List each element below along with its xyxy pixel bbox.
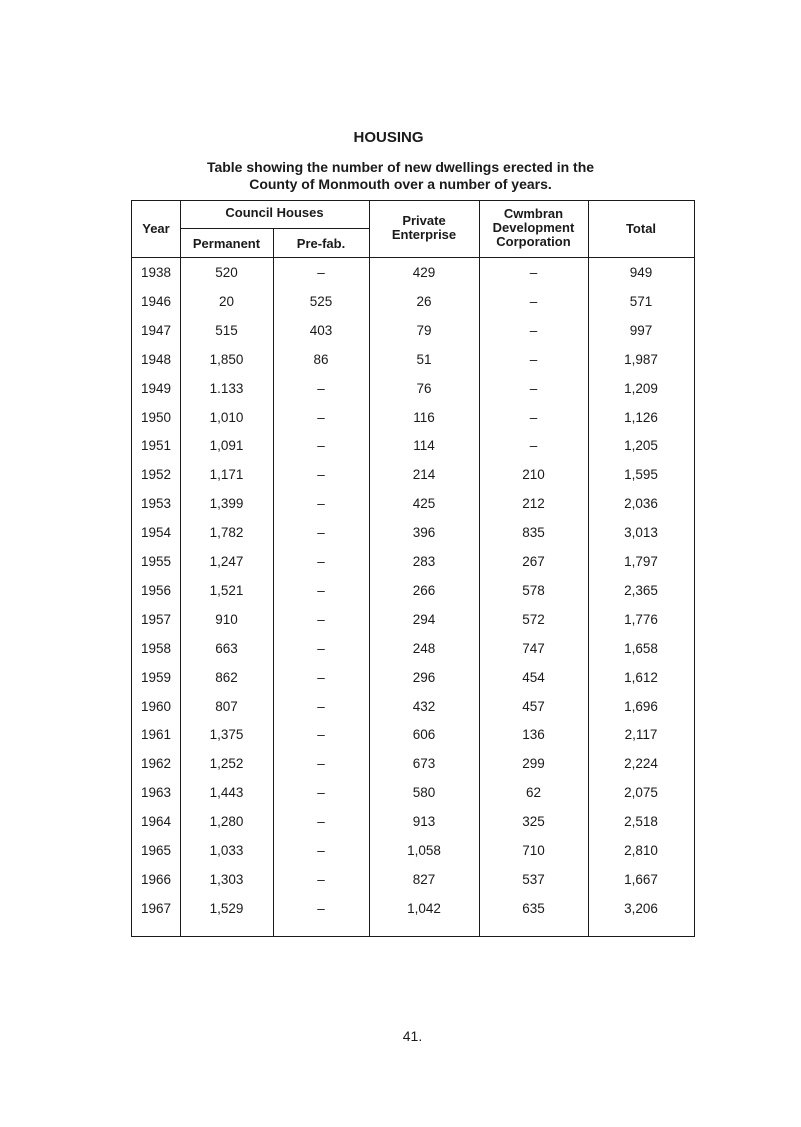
cell-prefab: –: [317, 611, 325, 627]
header-permanent: Permanent: [192, 236, 261, 251]
cell-cwmbran: 62: [525, 785, 542, 801]
cell-private-enterprise: 26: [416, 293, 432, 309]
cell-total: 3,013: [624, 525, 658, 541]
cell-prefab: 86: [313, 351, 329, 367]
cell-total: 1,209: [624, 380, 658, 396]
cell-prefab: –: [317, 900, 325, 916]
header-cwmbran: [479, 207, 588, 249]
cell-permanent: 1,171: [209, 467, 244, 483]
cell-permanent: 1,375: [209, 727, 244, 743]
cell-prefab: –: [317, 669, 325, 685]
cell-cwmbran: 325: [522, 814, 545, 830]
cell-private-enterprise: 294: [412, 611, 436, 627]
cell-total: 3,206: [624, 900, 658, 916]
cell-total: 1,612: [624, 669, 658, 685]
cell-total: 2,518: [624, 814, 658, 830]
page-number: 41.: [402, 1028, 423, 1044]
cell-permanent: 1,303: [209, 871, 244, 887]
cell-cwmbran: 747: [522, 640, 545, 656]
cell-year: 1946: [140, 293, 172, 309]
cell-year: 1938: [140, 265, 172, 280]
table-row: [132, 288, 696, 316]
caption-line-2: County of Monmouth over a number of years.: [249, 176, 552, 192]
cell-prefab: –: [317, 582, 325, 598]
cell-cwmbran: 537: [522, 871, 545, 887]
cell-permanent: 1,782: [209, 525, 244, 541]
table-row: [132, 837, 696, 865]
cell-year: 1953: [140, 496, 172, 512]
cell-permanent: 520: [215, 265, 238, 280]
cell-cwmbran: 710: [522, 843, 545, 858]
cell-cwmbran: 454: [522, 669, 545, 685]
cell-total: 949: [629, 265, 653, 280]
cell-year: 1952: [140, 467, 172, 483]
table-row: [132, 577, 696, 605]
header-bottom-line: [132, 257, 694, 258]
table-row: [132, 779, 696, 807]
table-row: [132, 432, 696, 460]
cell-prefab: –: [317, 727, 325, 743]
cell-prefab: –: [317, 380, 325, 396]
cell-year: 1964: [140, 814, 172, 830]
cell-private-enterprise: 913: [412, 814, 436, 830]
cell-prefab: –: [317, 525, 325, 541]
cell-total: 1,667: [624, 871, 658, 887]
header-private-enterprise: [369, 214, 479, 242]
table-row: [132, 317, 696, 345]
cell-cwmbran: –: [529, 438, 538, 454]
cell-total: 2,075: [624, 785, 658, 801]
table-row: [132, 490, 696, 518]
cell-total: 2,810: [624, 843, 658, 858]
cell-year: 1961: [140, 727, 172, 743]
cell-cwmbran: 835: [522, 525, 545, 541]
cell-total: 2,117: [624, 727, 658, 743]
cell-cwmbran: –: [529, 322, 538, 338]
cell-cwmbran: –: [529, 380, 538, 396]
cell-private-enterprise: 51: [416, 351, 432, 367]
cell-cwmbran: 267: [522, 554, 545, 569]
cell-permanent: 862: [215, 669, 238, 685]
cell-year: 1963: [140, 785, 172, 801]
cell-prefab: –: [317, 265, 325, 280]
cell-total: 1,776: [624, 611, 658, 627]
cell-year: 1955: [140, 554, 172, 569]
cell-permanent: 1,399: [209, 496, 244, 512]
cell-private-enterprise: 283: [412, 554, 436, 569]
cell-total: 1,205: [624, 438, 658, 454]
cell-year: 1957: [140, 611, 172, 627]
cell-total: 2,036: [624, 496, 658, 512]
cell-private-enterprise: 606: [412, 727, 436, 743]
header-private-line: Private: [402, 213, 446, 228]
table-row: [132, 664, 696, 692]
cell-permanent: 1,850: [209, 351, 244, 367]
housing-table: [131, 200, 695, 937]
cell-cwmbran: 299: [522, 756, 545, 772]
table-row: [132, 808, 696, 836]
cell-private-enterprise: 248: [412, 640, 436, 656]
cell-prefab: –: [317, 698, 325, 714]
cell-permanent: 910: [215, 611, 238, 627]
cell-private-enterprise: 1,058: [407, 843, 441, 858]
cell-prefab: 403: [309, 322, 333, 338]
cell-prefab: 525: [309, 293, 333, 309]
cell-private-enterprise: 114: [413, 438, 435, 454]
table-row: [132, 259, 696, 287]
cell-permanent: 1,252: [209, 756, 244, 772]
cell-private-enterprise: 580: [412, 785, 436, 801]
cell-year: 1967: [140, 900, 172, 916]
cell-total: 1,797: [624, 554, 658, 569]
header-council-houses: Council Houses: [225, 205, 324, 220]
cell-private-enterprise: 79: [416, 322, 432, 338]
header-year: Year: [142, 221, 170, 236]
header-subdivider: [180, 228, 369, 229]
header-prefab: Pre-fab.: [296, 236, 346, 251]
table-row: [132, 606, 696, 634]
table-caption: [0, 159, 801, 193]
cell-permanent: 20: [218, 293, 235, 309]
cell-permanent: 1,280: [209, 814, 244, 830]
cell-prefab: –: [317, 438, 325, 454]
cell-cwmbran: 635: [522, 900, 545, 916]
cell-cwmbran: 210: [522, 467, 545, 483]
header-development-line: Development: [492, 220, 575, 235]
cell-prefab: –: [317, 871, 325, 887]
cell-prefab: –: [317, 554, 325, 569]
cell-cwmbran: 136: [522, 727, 545, 743]
cell-private-enterprise: 76: [416, 380, 432, 396]
cell-year: 1954: [140, 525, 172, 541]
cell-permanent: 807: [215, 698, 238, 714]
cell-year: 1966: [140, 871, 172, 887]
cell-private-enterprise: 429: [412, 265, 436, 280]
cell-private-enterprise: 296: [412, 669, 436, 685]
cell-year: 1956: [140, 582, 172, 598]
table-row: [132, 895, 696, 923]
page-title: HOUSING: [353, 129, 424, 146]
table-row: [132, 346, 696, 374]
cell-cwmbran: 572: [522, 611, 545, 627]
cell-permanent: 663: [215, 640, 238, 656]
cell-prefab: –: [317, 496, 325, 512]
header-cwmbran-line: Cwmbran: [503, 206, 564, 221]
cell-cwmbran: 212: [522, 496, 545, 512]
table-row: [132, 548, 696, 576]
cell-year: 1962: [140, 756, 172, 772]
table-row: [132, 693, 696, 721]
cell-permanent: 1,443: [209, 785, 244, 801]
cell-prefab: –: [317, 756, 325, 772]
cell-prefab: –: [317, 785, 325, 801]
cell-year: 1949: [140, 380, 172, 396]
cell-year: 1960: [140, 698, 172, 714]
cell-private-enterprise: 1,042: [407, 900, 441, 916]
cell-cwmbran: –: [529, 351, 538, 367]
header-corporation-line: Corporation: [496, 234, 571, 249]
cell-cwmbran: –: [529, 293, 538, 309]
table-row: [132, 750, 696, 778]
cell-permanent: 1,091: [209, 438, 244, 454]
cell-permanent: 515: [215, 322, 238, 338]
cell-total: 997: [629, 322, 653, 338]
cell-permanent: 1,521: [209, 582, 244, 598]
cell-total: 2,365: [624, 582, 658, 598]
cell-total: 1,987: [624, 351, 658, 367]
cell-permanent: 1,247: [209, 554, 244, 569]
header-total: Total: [625, 221, 657, 236]
table-row: [132, 721, 696, 749]
cell-year: 1947: [140, 322, 172, 338]
cell-prefab: –: [317, 814, 325, 830]
cell-year: 1958: [140, 640, 172, 656]
cell-total: 1,696: [624, 698, 658, 714]
table-row: [132, 635, 696, 663]
cell-prefab: –: [317, 467, 325, 483]
cell-total: 1,126: [624, 409, 658, 425]
cell-cwmbran: 578: [522, 582, 545, 598]
cell-prefab: –: [317, 409, 325, 425]
table-row: [132, 461, 696, 489]
cell-prefab: –: [317, 843, 325, 858]
cell-cwmbran: –: [529, 265, 538, 280]
caption-line-1: Table showing the number of new dwellings erected in the: [206, 159, 595, 175]
cell-cwmbran: –: [529, 409, 538, 425]
cell-permanent: 1,033: [209, 843, 244, 858]
cell-permanent: 1,010: [209, 409, 244, 425]
cell-private-enterprise: 425: [412, 496, 436, 512]
cell-total: 2,224: [624, 756, 658, 772]
table-row: [132, 404, 696, 432]
cell-private-enterprise: 214: [412, 467, 436, 483]
cell-year: 1950: [140, 409, 172, 425]
cell-permanent: 1.133: [209, 380, 244, 396]
cell-private-enterprise: 396: [412, 525, 436, 541]
table-row: [132, 519, 696, 547]
cell-private-enterprise: 266: [412, 582, 436, 598]
cell-year: 1951: [140, 438, 172, 454]
cell-year: 1948: [140, 351, 172, 367]
cell-cwmbran: 457: [522, 698, 545, 714]
cell-private-enterprise: 432: [412, 698, 436, 714]
cell-prefab: –: [317, 640, 325, 656]
table-row: [132, 375, 696, 403]
cell-year: 1959: [140, 669, 172, 685]
cell-total: 1,595: [624, 467, 658, 483]
cell-total: 571: [629, 293, 653, 309]
cell-private-enterprise: 673: [412, 756, 436, 772]
cell-private-enterprise: 116: [413, 409, 435, 425]
cell-permanent: 1,529: [209, 900, 244, 916]
table-row: [132, 866, 696, 894]
cell-total: 1,658: [624, 640, 658, 656]
header-enterprise-line: Enterprise: [391, 227, 457, 242]
cell-year: 1965: [140, 843, 172, 858]
cell-private-enterprise: 827: [412, 871, 436, 887]
